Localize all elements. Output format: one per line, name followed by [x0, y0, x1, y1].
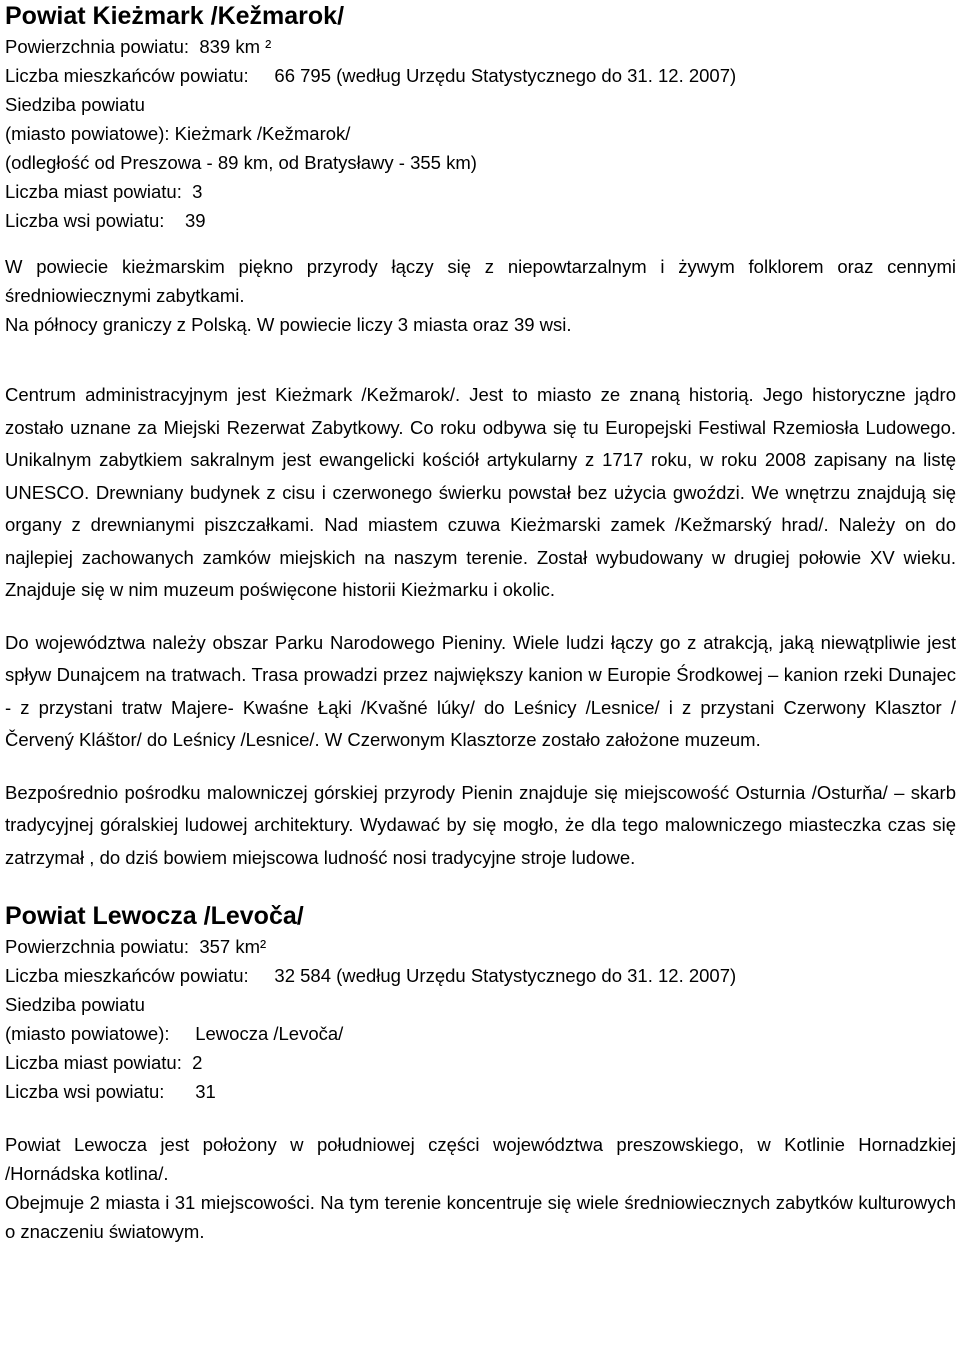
villages-value: 39: [184, 210, 206, 231]
population-value: 66 795 (według Urzędu Statystycznego do 31. 12. 2007): [274, 65, 737, 86]
towns-value-2: 2: [192, 1052, 203, 1073]
population-label-2: Liczba mieszkańców powiatu:: [5, 965, 249, 986]
area-label: Powierzchnia powiatu:: [5, 36, 190, 57]
seat-row-2: [5, 1019, 956, 1048]
towns-row-2: [5, 1048, 956, 1077]
section-title-levoca: Powiat Lewocza /Levoča/: [5, 902, 304, 930]
intro-block: [5, 252, 956, 339]
intro-block-2: [5, 1130, 956, 1246]
villages-label-2: Liczba wsi powiatu:: [5, 1081, 165, 1102]
body-paragraph-1: Centrum administracyjnym jest Kieżmark /Kežmarok/. Jest to miasto ze znaną historią. Jego historyczne jądro zostało uznane za Miejski Rezerwat Zabytkowy. Co roku odbywa się tu Europejski Festiwal Rzemiosła Ludowego. Unikalnym zabytkiem sakralnym jest ewangelicki kościół artykularny z 1717 roku, w roku 2008 zapisany na listę UNESCO. Drewniany budynek z cisu i czerwonego świerku powstał bez użycia gwoździ. We wnętrzu znajdują się organy z drewnianymi piszczałkami. Nad miastem czuwa Kieżmarski zamek /Kežmarský hrad/. Należy on do najlepiej zachowanych zamków miejskich na naszym terenie. Został wybudowany w drugiej połowie XV wieku. Znajduje się w nim muzeum poświęcone historii Kieżmarku i okolic.: [5, 384, 956, 600]
villages-row-2: [5, 1077, 956, 1106]
towns-value: 3: [192, 181, 203, 202]
area-value-2: 357 km²: [199, 936, 267, 957]
towns-label-2: Liczba miast powiatu:: [5, 1052, 182, 1073]
levoca-intro-1: Powiat Lewocza jest położony w południowej części województwa preszowskiego, w Kotlinie Hornadzkiej /Hornádska kotlina/.: [5, 1134, 956, 1184]
body-paragraph-2: Do województwa należy obszar Parku Narodowego Pieniny. Wiele ludzi łączy go z atrakcją, jaką niewątpliwie jest spływ Dunajcem na tratwach. Trasa prowadzi przez największy kanion w Europie Środkowej – kanion rzeki Dunajec - z przystani tratw Majere- Kwaśne Łąki /Kvašné lúky/ do Leśnicy /Lesnice/ i z przystani Czerwony Klasztor /Červený Kláštor/ do Leśnicy /Lesnice/. W Czerwonym Klasztorze zostało założone muzeum.: [5, 631, 956, 750]
population-label: Liczba mieszkańców powiatu:: [5, 65, 249, 86]
seat-line-value-2: Lewocza /Levoča/: [195, 1023, 344, 1044]
area-row-2: [5, 932, 956, 961]
villages-row: [5, 206, 956, 235]
villages-value-2: 31: [195, 1081, 216, 1102]
area-label-2: Powierzchnia powiatu:: [5, 936, 190, 957]
seat-label-2: Siedziba powiatu: [5, 994, 145, 1015]
towns-row: [5, 177, 956, 206]
area-value: 839 km ²: [199, 36, 272, 57]
levoca-intro-2: Obejmuje 2 miasta i 31 miejscowości. Na tym terenie koncentruje się wiele średniowiecznych zabytków kulturowych o znaczeniu światowym.: [5, 1192, 956, 1242]
body-paragraph-3: Bezpośrednio pośrodku malowniczej górskiej przyrody Pienin znajduje się miejscowość Osturnia /Osturňa/ – skarb tradycyjnej góralskiej ludowej architektury. Wydawać by się mogło, że dla tego malowniczego miasteczka czas się zatrzymał , do dziś bowiem miejscowa ludność nosi tradycyjne stroje ludowe.: [5, 781, 956, 868]
section-title-kezmarok: Powiat Kieżmark /Kežmarok/: [5, 2, 345, 30]
seat-line-label-2: (miasto powiatowe):: [5, 1023, 170, 1044]
intro-paragraph-1: W powiecie kieżmarskim piękno przyrody łączy się z niepowtarzalnym i żywym folklorem oraz cennymi średniowiecznymi zabytkami.: [5, 256, 956, 306]
area-row: [5, 32, 956, 61]
villages-label: Liczba wsi powiatu:: [5, 210, 165, 231]
towns-label: Liczba miast powiatu:: [5, 181, 182, 202]
seat-label: Siedziba powiatu: [5, 94, 145, 115]
population-row: [5, 61, 956, 90]
intro-paragraph-2: Na północy graniczy z Polską. W powiecie liczy 3 miasta oraz 39 wsi.: [5, 314, 572, 335]
seat-line: (miasto powiatowe): Kieżmark /Kežmarok/: [5, 123, 351, 144]
population-value-2: 32 584 (według Urzędu Statystycznego do 31. 12. 2007): [274, 965, 737, 986]
distance-line: (odległość od Preszowa - 89 km, od Bratysławy - 355 km): [5, 152, 477, 173]
population-row-2: [5, 961, 956, 990]
